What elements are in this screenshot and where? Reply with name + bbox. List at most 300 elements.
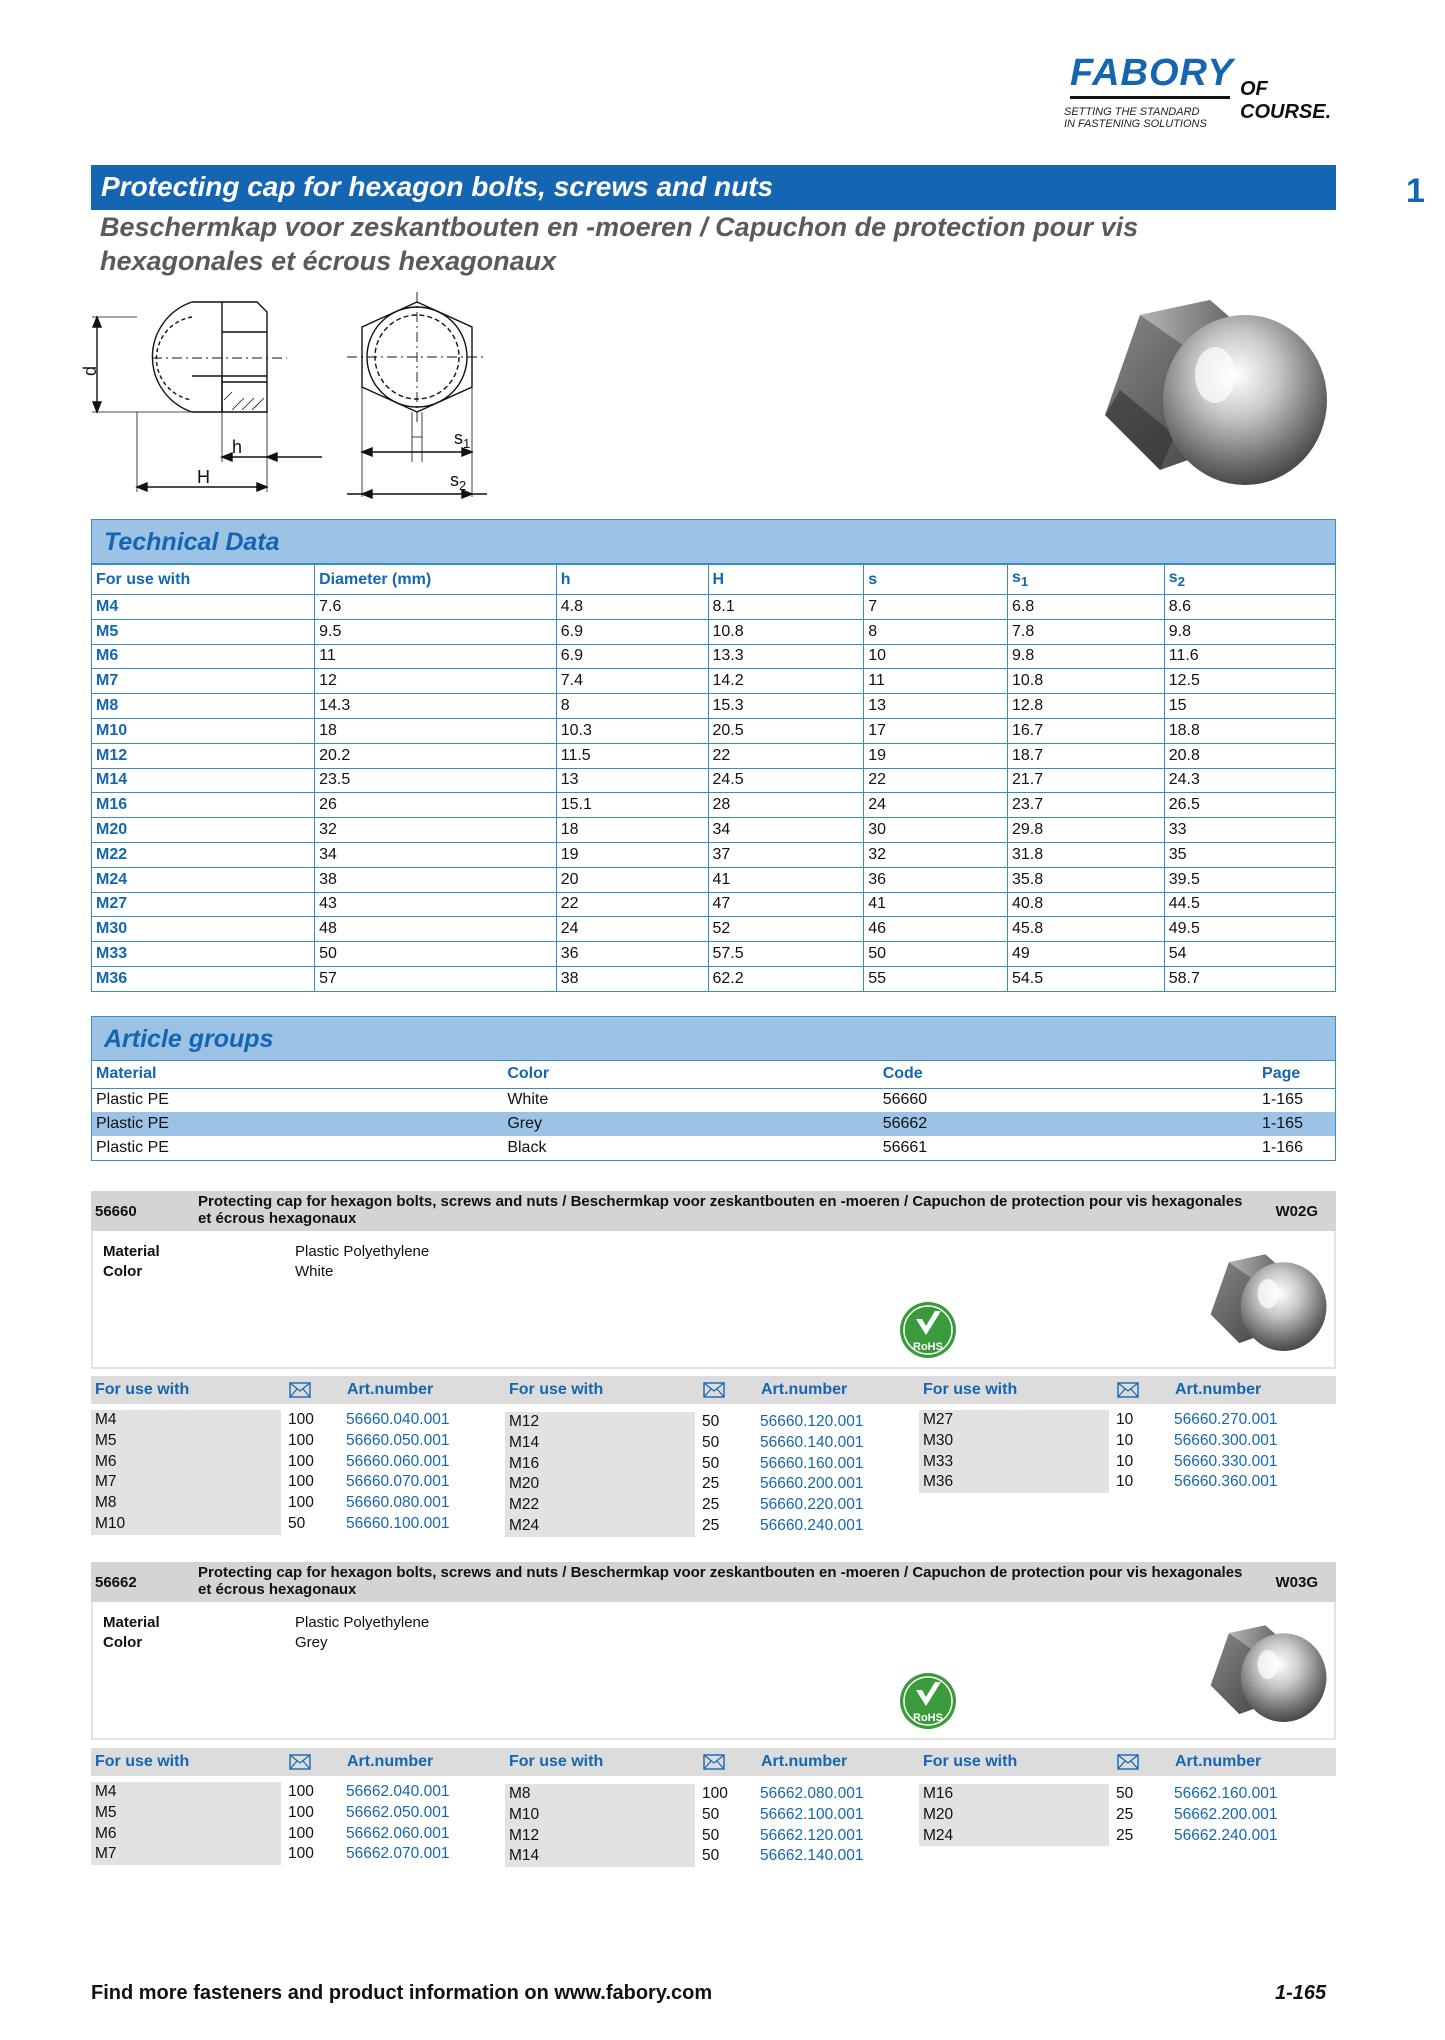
table-row (92, 1136, 1335, 1160)
product-title: Protecting cap for hexagon bolts, screws and nuts / Beschermkap voor zeskantbouten en -moeren / Capuchon de protection pour vis hexagonales et écrous hexagonaux (198, 1193, 1243, 1227)
col-art-number: Art.number (761, 1381, 848, 1398)
article-number: 56660.200.001 (760, 1475, 864, 1493)
table-cell: 57.5 (708, 942, 864, 967)
table-cell: 12 (315, 669, 557, 694)
table-cell: 41 (708, 867, 864, 892)
table-cell: 1-166 (1262, 1139, 1303, 1156)
article-number: 56660.070.001 (346, 1473, 450, 1491)
table-cell: 36 (556, 942, 708, 967)
article-number: 56660.080.001 (346, 1494, 450, 1512)
table-cell: 23.5 (315, 768, 557, 793)
table-cell: 19 (864, 743, 1008, 768)
table-cell: 1-165 (1258, 1112, 1335, 1136)
column-header-label: s (868, 570, 878, 588)
table-cell: M4 (92, 595, 315, 620)
table-cell: 34 (315, 842, 557, 867)
table-cell: 21.7 (1008, 768, 1165, 793)
table-cell: 7.4 (556, 669, 708, 694)
column-header: Page (1258, 1061, 1335, 1088)
table-cell: 8 (864, 619, 1008, 644)
pack-quantity: 50 (702, 1454, 720, 1472)
table-cell: 15.3 (708, 694, 864, 719)
dim-label-h: h (232, 437, 243, 457)
col-for-use-with: For use with (95, 1381, 190, 1398)
column-header: Code (879, 1061, 1258, 1088)
for-use-with-value: M27 (919, 1410, 1109, 1431)
for-use-with-value: M24 (505, 1516, 695, 1537)
table-cell: 54.5 (1008, 966, 1165, 991)
table-cell: Grey (503, 1112, 878, 1136)
page-title: Protecting cap for hexagon bolts, screws and nuts (101, 171, 774, 202)
for-use-with-value: M36 (919, 1472, 1109, 1493)
table-cell: 56660 (882, 1091, 928, 1109)
footer-text: Find more fasteners and product information on www.fabory.com (91, 1982, 713, 2004)
table-row (92, 942, 1335, 967)
table-cell: M22 (92, 842, 315, 867)
column-header (92, 565, 315, 595)
col-art-number: Art.number (1175, 1753, 1262, 1770)
packaging-icon (1117, 1382, 1139, 1398)
col-for-use-with: For use with (95, 1753, 190, 1770)
table-cell: 41 (864, 892, 1008, 917)
table-cell: 9.8 (1164, 619, 1335, 644)
table-row (92, 743, 1335, 768)
article-number: 56662.200.001 (1174, 1805, 1278, 1823)
article-number: 56662.080.001 (760, 1785, 864, 1802)
article-number: 56662.240.001 (1174, 1826, 1278, 1844)
dim-label-s2-sub: 2 (459, 478, 467, 493)
table-cell: 43 (315, 892, 557, 917)
technical-drawing (80, 292, 552, 502)
table-cell: 56661 (882, 1139, 928, 1156)
table-row (92, 694, 1335, 719)
product-details (91, 1602, 1336, 1740)
pack-quantity: 25 (702, 1496, 720, 1514)
pack-quantity: 100 (288, 1452, 314, 1470)
table-cell: 6.9 (556, 619, 708, 644)
table-cell: 24.5 (708, 768, 864, 793)
table-cell: 11.6 (1164, 644, 1335, 669)
table-cell: 9.5 (315, 619, 557, 644)
for-use-with-value: M12 (505, 1412, 695, 1433)
column-header-label: s (1168, 569, 1178, 587)
table-cell: 31.8 (1008, 842, 1165, 867)
article-groups-section (91, 1016, 1336, 1161)
protecting-cap-photo (1100, 295, 1330, 495)
for-use-with-value: M7 (91, 1472, 281, 1493)
product-block-56662 (91, 1562, 1336, 1740)
material-value: Plastic Polyethylene (295, 1243, 430, 1260)
product-title: Protecting cap for hexagon bolts, screws and nuts / Beschermkap voor zeskantbouten en -moeren / Capuchon de protection pour vis hexagonales et écrous hexagonaux (198, 1564, 1243, 1598)
svg-text:s2 (450, 470, 466, 493)
color-label: Color (103, 1634, 143, 1651)
table-cell: M14 (92, 768, 315, 793)
table-cell: 18.7 (1008, 743, 1165, 768)
material-label: Material (103, 1243, 160, 1260)
logo-slogan: OF COURSE. (1240, 78, 1332, 123)
technical-data-header (92, 520, 1335, 564)
table-cell: 29.8 (1008, 818, 1165, 843)
dim-label-s1: s (454, 428, 463, 448)
article-number: 56660.360.001 (1174, 1473, 1278, 1491)
column-header-subscript: 1 (1020, 574, 1029, 590)
logo-brand: FABORY (1070, 52, 1234, 94)
packaging-icon (703, 1754, 725, 1770)
pack-quantity: 10 (1116, 1431, 1134, 1449)
product-code: 56660 (95, 1203, 137, 1220)
table-cell: M10 (92, 718, 315, 743)
for-use-with-value: M8 (91, 1493, 281, 1514)
for-use-with-value: M10 (91, 1514, 281, 1535)
table-cell: Plastic PE (96, 1139, 169, 1156)
column-header: Material (92, 1061, 503, 1088)
column-header (556, 565, 708, 595)
for-use-with-value: M7 (91, 1844, 281, 1865)
pack-quantity: 100 (288, 1783, 314, 1800)
column-header-label: H (712, 570, 725, 588)
table-cell: 1-165 (1262, 1091, 1303, 1109)
table-cell: 11 (864, 669, 1008, 694)
table-cell: 26.5 (1164, 793, 1335, 818)
table-cell: 49 (1008, 942, 1165, 967)
table-cell: 20.5 (708, 718, 864, 743)
for-use-with-value: M6 (91, 1452, 281, 1473)
pack-quantity: 100 (288, 1494, 314, 1512)
for-use-with-value: M14 (505, 1846, 695, 1867)
table-cell: M6 (92, 644, 315, 669)
table-cell: 22 (708, 743, 864, 768)
column-header-label: h (560, 570, 571, 588)
for-use-with-value: M6 (91, 1824, 281, 1845)
pack-quantity: 100 (288, 1473, 314, 1491)
fabory-logo (1060, 52, 1350, 132)
packaging-icon (1117, 1754, 1139, 1770)
packaging-icon (289, 1754, 311, 1770)
svg-text:s1 (454, 428, 470, 451)
col-for-use-with: For use with (923, 1381, 1018, 1398)
table-cell: 26 (315, 793, 557, 818)
table-cell: 14.3 (315, 694, 557, 719)
table-cell: M33 (92, 942, 315, 967)
table-cell: 32 (315, 818, 557, 843)
table-cell: 47 (708, 892, 864, 917)
table-cell: M5 (92, 619, 315, 644)
table-cell: 37 (708, 842, 864, 867)
technical-data-title: Technical Data (104, 528, 280, 556)
pack-quantity: 25 (702, 1516, 720, 1534)
product-header (91, 1562, 1336, 1602)
rohs-label: RoHS (913, 1341, 943, 1353)
pack-quantity: 10 (1116, 1452, 1134, 1470)
for-use-with-value: M4 (91, 1782, 281, 1803)
table-row (92, 1088, 1335, 1112)
pack-quantity: 50 (288, 1514, 306, 1532)
col-for-use-with: For use with (509, 1753, 604, 1770)
pack-quantity: 100 (288, 1431, 314, 1449)
col-art-number: Art.number (1175, 1381, 1262, 1398)
table-cell: M16 (92, 793, 315, 818)
table-cell: 23.7 (1008, 793, 1165, 818)
article-number: 56660.220.001 (760, 1496, 864, 1514)
for-use-with-value: M14 (505, 1433, 695, 1454)
col-for-use-with: For use with (923, 1753, 1018, 1770)
article-number: 56662.070.001 (346, 1845, 450, 1863)
pack-quantity: 50 (702, 1847, 720, 1865)
column-header-label: s (1012, 569, 1021, 587)
table-row (92, 867, 1335, 892)
table-cell: 11.5 (556, 743, 708, 768)
column-header-label: For use with (96, 570, 191, 588)
table-cell: 30 (864, 818, 1008, 843)
table-row (92, 842, 1335, 867)
pack-quantity: 50 (702, 1433, 720, 1451)
table-row (92, 917, 1335, 942)
table-cell: 49.5 (1164, 917, 1335, 942)
article-number: 56660.040.001 (346, 1411, 450, 1428)
table-cell: 32 (864, 842, 1008, 867)
rohs-label: RoHS (913, 1712, 943, 1724)
article-number: 56662.050.001 (346, 1803, 450, 1821)
col-art-number: Art.number (347, 1753, 434, 1770)
article-groups-header (92, 1017, 1335, 1061)
table-cell: M36 (92, 966, 315, 991)
col-art-number: Art.number (761, 1753, 848, 1770)
dim-label-H: H (197, 467, 210, 487)
for-use-with-value: M12 (505, 1826, 695, 1847)
product-block-56660 (91, 1191, 1336, 1369)
table-cell: 22 (556, 892, 708, 917)
table-cell: 20.2 (315, 743, 557, 768)
table-cell: 10.8 (708, 619, 864, 644)
article-number: 56662.060.001 (346, 1824, 450, 1842)
rohs-icon (899, 1301, 957, 1359)
packaging-icon (703, 1382, 725, 1398)
for-use-with-value: M8 (505, 1784, 695, 1805)
article-number: 56660.060.001 (346, 1452, 450, 1470)
table-cell: 28 (708, 793, 864, 818)
table-cell: 45.8 (1008, 917, 1165, 942)
for-use-with-value: M16 (919, 1784, 1109, 1805)
table-cell: 50 (864, 942, 1008, 967)
table-cell: 16.7 (1008, 718, 1165, 743)
article-groups-title: Article groups (104, 1025, 274, 1053)
table-cell: 9.8 (1008, 644, 1165, 669)
article-list-header (91, 1376, 1336, 1404)
article-number: 56662.160.001 (1174, 1785, 1278, 1802)
table-cell: 8.1 (708, 595, 864, 620)
article-number: 56660.140.001 (760, 1433, 864, 1451)
table-cell: Plastic PE (96, 1091, 169, 1109)
table-cell: 8 (556, 694, 708, 719)
table-row (92, 669, 1335, 694)
for-use-with-value: M33 (919, 1452, 1109, 1473)
page-title-bar (91, 165, 1336, 210)
column-header-label: Diameter (mm) (319, 570, 432, 588)
table-cell: White (507, 1091, 549, 1109)
for-use-with-value: M22 (505, 1495, 695, 1516)
article-number: 56660.300.001 (1174, 1431, 1278, 1449)
table-cell: 18 (315, 718, 557, 743)
table-row (92, 818, 1335, 843)
table-cell: 22 (864, 768, 1008, 793)
article-number: 56660.330.001 (1174, 1452, 1278, 1470)
table-cell: 35.8 (1008, 867, 1165, 892)
table-cell: 18.8 (1164, 718, 1335, 743)
dim-label-s1-sub: 1 (463, 436, 471, 451)
chapter-number: 1 (1406, 172, 1425, 210)
table-cell: 11 (315, 644, 557, 669)
product-details (91, 1231, 1336, 1369)
table-cell: 18 (556, 818, 708, 843)
pack-quantity: 10 (1116, 1473, 1134, 1491)
pack-quantity: 50 (1116, 1785, 1134, 1802)
table-cell: M8 (92, 694, 315, 719)
table-cell: 8.6 (1164, 595, 1335, 620)
pack-quantity: 100 (288, 1411, 314, 1428)
table-cell: 15 (1164, 694, 1335, 719)
article-list-header (91, 1748, 1336, 1776)
material-label: Material (103, 1614, 160, 1631)
article-number: 56660.050.001 (346, 1431, 450, 1449)
table-cell: 17 (864, 718, 1008, 743)
pack-quantity: 100 (288, 1803, 314, 1821)
table-row (92, 793, 1335, 818)
pack-quantity: 50 (702, 1805, 720, 1823)
article-number: 56660.270.001 (1174, 1411, 1278, 1428)
table-row (92, 892, 1335, 917)
article-number: 56660.240.001 (760, 1516, 864, 1534)
article-number: 56662.100.001 (760, 1805, 864, 1823)
page-number: 1-165 (1275, 1982, 1327, 2004)
table-cell: 52 (708, 917, 864, 942)
pack-quantity: 25 (1116, 1826, 1134, 1844)
pack-quantity: 100 (702, 1785, 728, 1802)
column-header (1008, 565, 1165, 595)
table-cell: 40.8 (1008, 892, 1165, 917)
table-cell: 54 (1164, 942, 1335, 967)
table-cell: 13 (864, 694, 1008, 719)
for-use-with-value: M24 (919, 1826, 1109, 1847)
table-cell: M24 (92, 867, 315, 892)
table-cell: 24 (556, 917, 708, 942)
table-cell: 12.5 (1164, 669, 1335, 694)
table-cell: M30 (92, 917, 315, 942)
table-cell: 24.3 (1164, 768, 1335, 793)
table-cell: 24 (864, 793, 1008, 818)
table-cell: 19 (556, 842, 708, 867)
color-label: Color (103, 1263, 143, 1280)
product-thumbnail (1208, 1249, 1328, 1359)
for-use-with-value: M16 (505, 1454, 695, 1475)
article-number: 56660.120.001 (760, 1413, 864, 1430)
table-row (92, 768, 1335, 793)
pack-quantity: 100 (288, 1824, 314, 1842)
table-cell: 6.8 (1008, 595, 1165, 620)
table-cell: 15.1 (556, 793, 708, 818)
page-subtitle: Beschermkap voor zeskantbouten en -moeren / Capuchon de protection pour vis hexagonales et écrous hexagonaux (100, 212, 1139, 276)
dim-label-s2: s (450, 470, 459, 490)
table-row (92, 966, 1335, 991)
col-art-number: Art.number (347, 1381, 434, 1398)
table-cell: 62.2 (708, 966, 864, 991)
table-cell: 7 (864, 595, 1008, 620)
for-use-with-value: M10 (505, 1805, 695, 1826)
table-cell: 38 (556, 966, 708, 991)
logo-underline (1070, 96, 1230, 99)
table-cell: 58.7 (1164, 966, 1335, 991)
logo-tagline-2: IN FASTENING SOLUTIONS (1064, 118, 1207, 130)
color-value: Grey (295, 1634, 328, 1651)
table-cell: M27 (92, 892, 315, 917)
article-number: 56660.100.001 (346, 1514, 450, 1532)
packaging-icon (289, 1382, 311, 1398)
technical-data-table (92, 564, 1335, 991)
table-cell: 20 (556, 867, 708, 892)
product-thumbnail (1208, 1620, 1328, 1730)
table-cell: 35 (1164, 842, 1335, 867)
pack-quantity: 10 (1116, 1411, 1134, 1428)
for-use-with-value: M20 (919, 1805, 1109, 1826)
article-number: 56662.040.001 (346, 1783, 450, 1800)
table-cell: Black (507, 1139, 547, 1156)
table-cell: 57 (315, 966, 557, 991)
table-cell: 46 (864, 917, 1008, 942)
column-header (864, 565, 1008, 595)
table-cell: 56662 (879, 1112, 1258, 1136)
table-cell: M12 (92, 743, 315, 768)
column-header (708, 565, 864, 595)
table-cell: 7.6 (315, 595, 557, 620)
article-number: 56662.120.001 (760, 1826, 864, 1844)
column-header (315, 565, 557, 595)
pack-quantity: 50 (702, 1826, 720, 1844)
pack-quantity: 50 (702, 1413, 720, 1430)
table-cell: 14.2 (708, 669, 864, 694)
column-header-subscript: 2 (1177, 574, 1186, 590)
table-cell: 10.8 (1008, 669, 1165, 694)
col-for-use-with: For use with (509, 1381, 604, 1398)
table-cell: 10 (864, 644, 1008, 669)
article-number: 56662.140.001 (760, 1847, 864, 1865)
table-cell: 33 (1164, 818, 1335, 843)
column-header: Color (503, 1061, 878, 1088)
table-cell: Plastic PE (92, 1112, 503, 1136)
table-cell: 12.8 (1008, 694, 1165, 719)
table-cell: 4.8 (556, 595, 708, 620)
table-cell: 38 (315, 867, 557, 892)
article-groups-table (92, 1061, 1335, 1160)
pack-quantity: 25 (1116, 1805, 1134, 1823)
technical-data-section (91, 519, 1336, 992)
table-cell: 20.8 (1164, 743, 1335, 768)
for-use-with-value: M30 (919, 1431, 1109, 1452)
table-cell: 7.8 (1008, 619, 1165, 644)
article-number: 56660.160.001 (760, 1454, 864, 1472)
table-row (92, 644, 1335, 669)
pack-quantity: 25 (702, 1475, 720, 1493)
product-variant: W02G (1275, 1203, 1318, 1220)
product-header (91, 1191, 1336, 1231)
for-use-with-value: M20 (505, 1474, 695, 1495)
table-cell: M20 (92, 818, 315, 843)
table-cell: 34 (708, 818, 864, 843)
table-row (92, 595, 1335, 620)
table-cell: 36 (864, 867, 1008, 892)
material-value: Plastic Polyethylene (295, 1614, 430, 1631)
product-code: 56662 (95, 1574, 137, 1591)
table-row (92, 1112, 1335, 1136)
rohs-icon (899, 1672, 957, 1730)
